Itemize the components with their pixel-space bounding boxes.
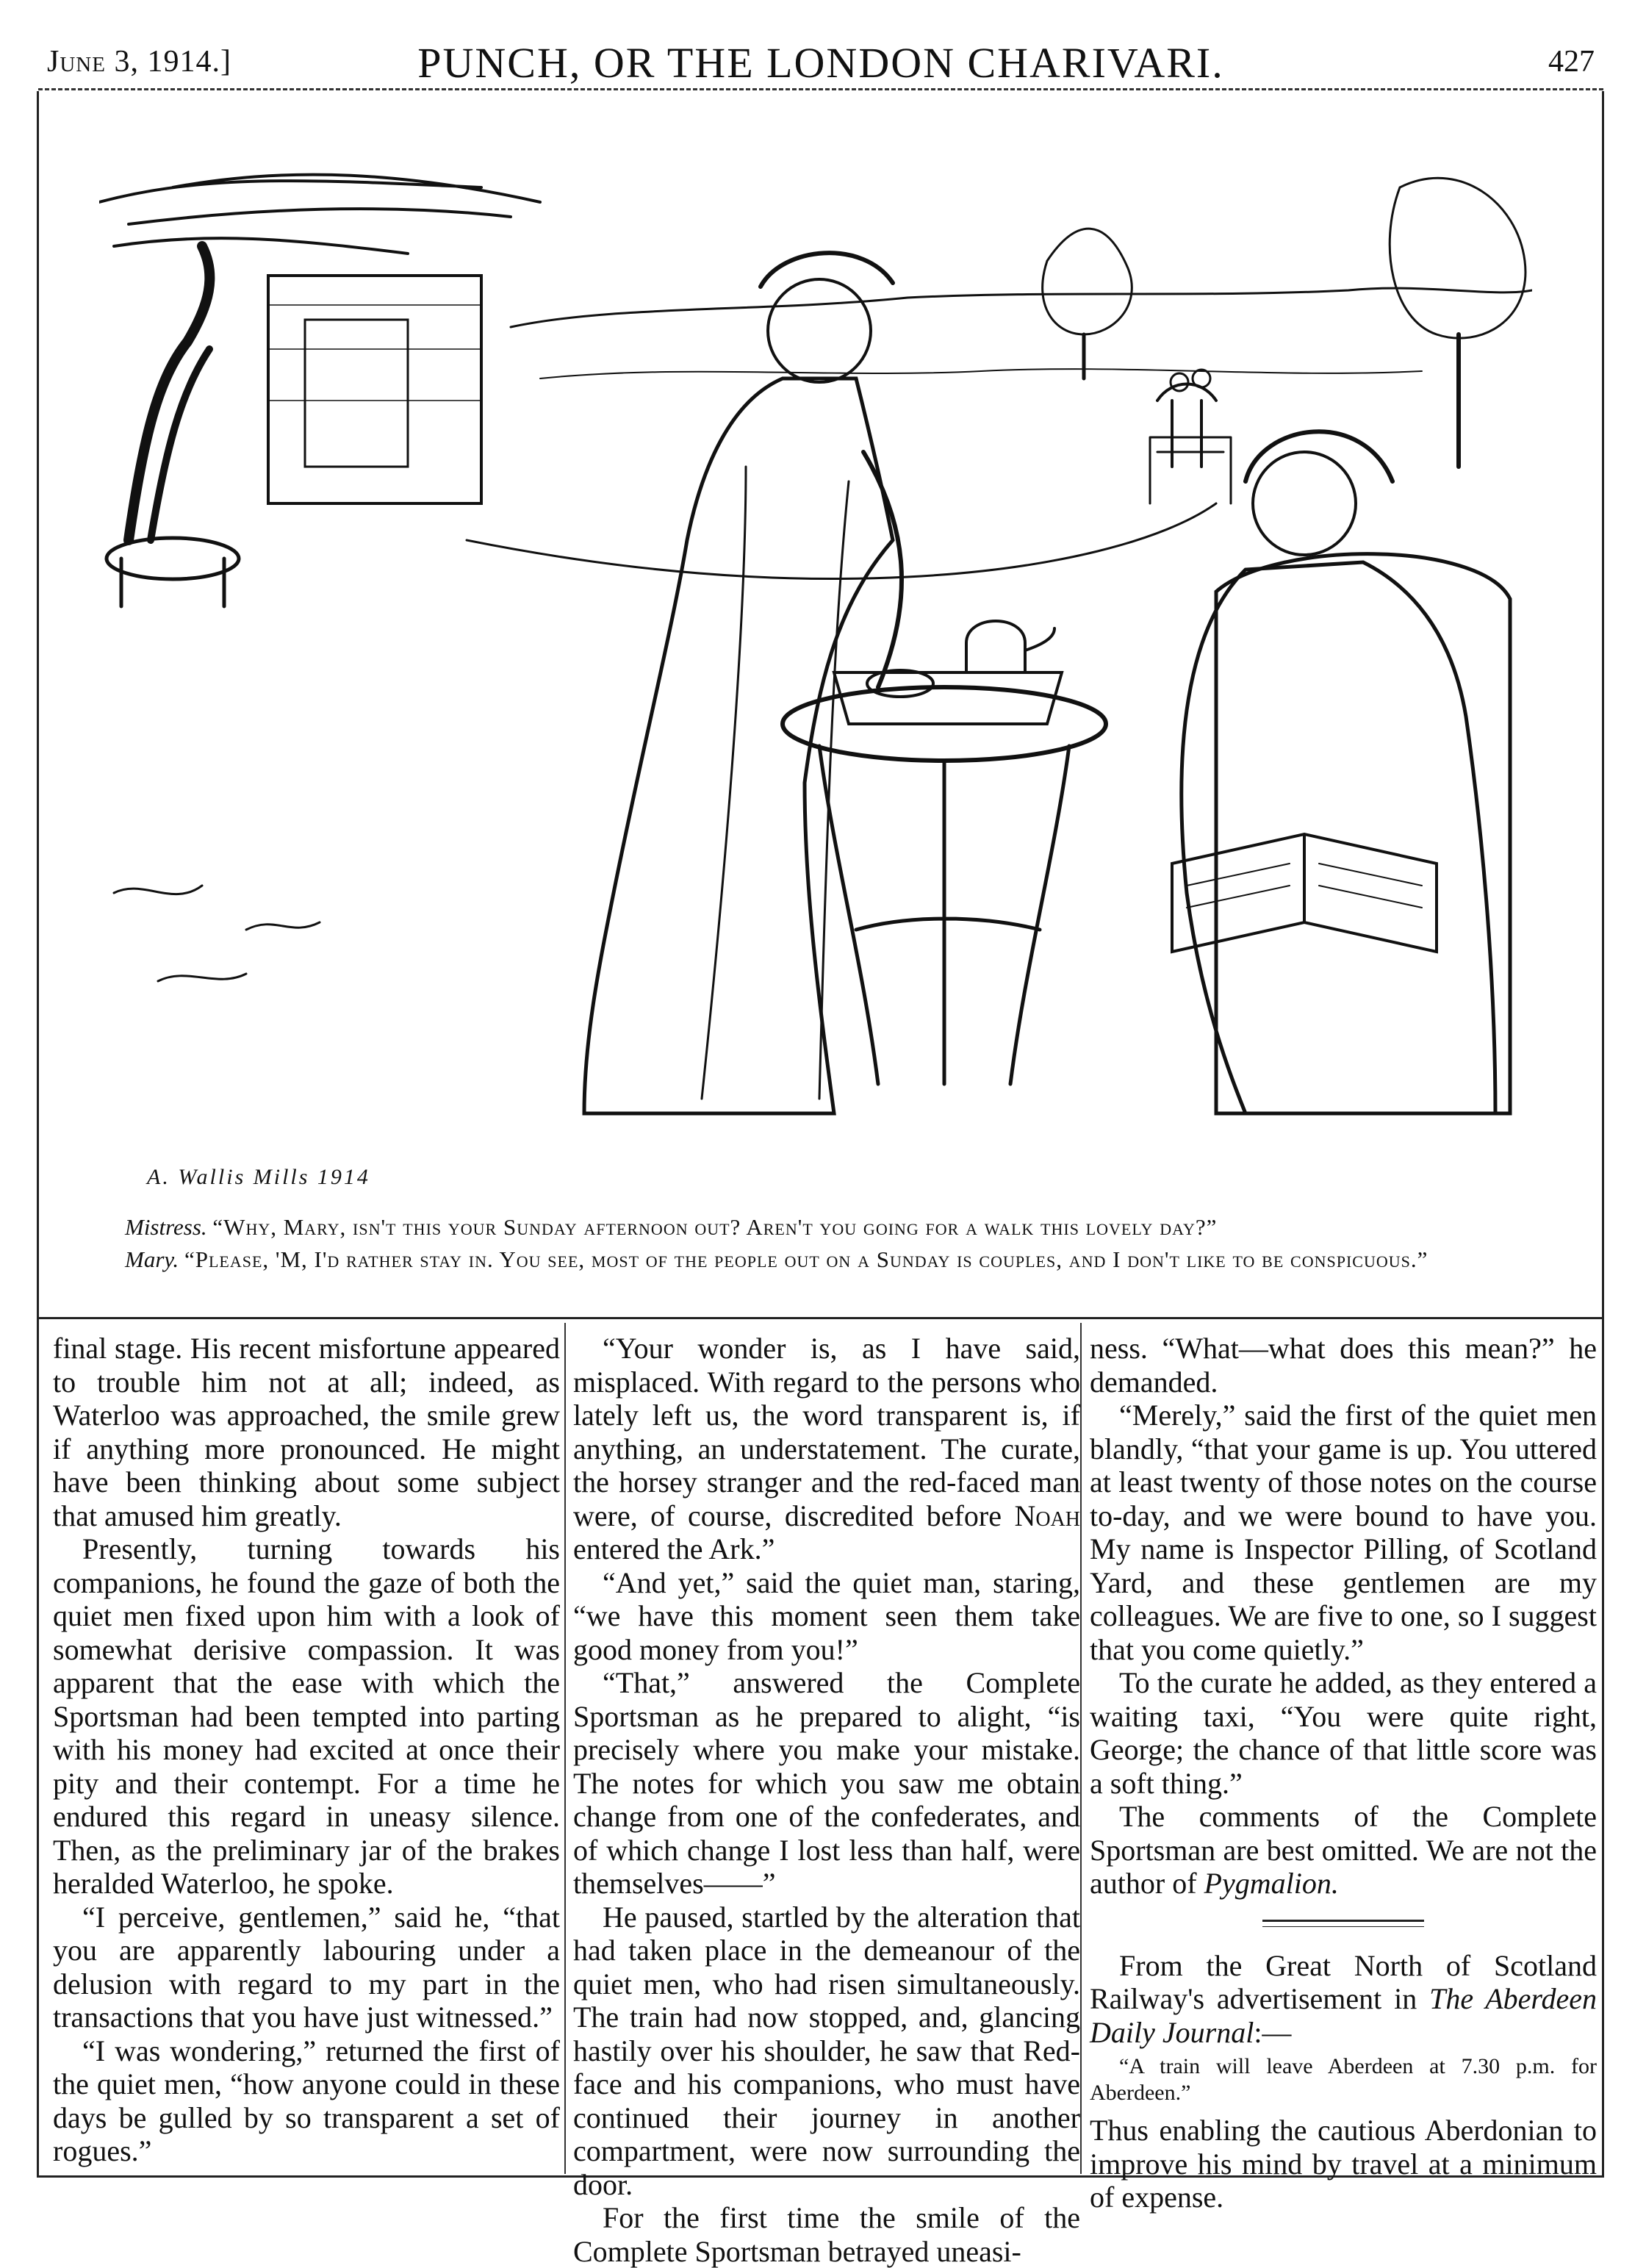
title-pygmalion: Pygmalion.: [1204, 1867, 1339, 1900]
paragraph: Thus enabling the cautious Aberdonian to improve his mind by travel at a minimum of expense.: [1090, 2114, 1597, 2214]
caption-line-mary: [81, 1244, 1573, 1276]
paragraph: “I was wondering,” returned the first of the quiet men, “how anyone could in these days be gulled by so transparent a set of rogues.”: [53, 2034, 560, 2167]
newspaper-title: The Aberdeen Daily Journal: [1090, 1982, 1598, 2049]
hedge-row: [511, 288, 1532, 327]
paragraph: “And yet,” said the quiet man, staring, “we have this moment seen them take good money from you!”: [573, 1565, 1080, 1666]
issue-date: June 3, 1914.]: [47, 45, 231, 79]
open-book: [1172, 834, 1437, 952]
tree-canopy: [99, 175, 540, 254]
paragraph: “Merely,” said the first of the quiet men blandly, “that your game is up. You uttered at least twenty of those notes on the course to-day, and we were bound to have you. My name is Inspector Pilling, of Scotland Yard, and these gentlemen are my colleagues. We are five to one, so I suggest that you come quietly.”: [1090, 1399, 1597, 1666]
tree-trunk-2: [151, 349, 209, 540]
column-divider: [1080, 1323, 1082, 2174]
caption-rule: [38, 1317, 1603, 1319]
artist-signature: A. Wallis Mills 1914: [147, 1165, 370, 1189]
tea-table-legs: [819, 746, 1069, 1084]
text-column-2: [573, 1332, 1080, 2268]
quoted-advertisement: “A train will leave Aberdeen at 7.30 p.m. for Aberdeen.”: [1090, 2054, 1597, 2105]
gate: [1150, 437, 1231, 503]
paragraph: “That,” answered the Complete Sportsman as he prepared to alight, “is precisely where you make your mistake. The notes for which you saw me obtain change from one of the confederates, and of which change I lost less than half, were themselves——”: [573, 1666, 1080, 1900]
wicker-chair: [1216, 554, 1510, 1113]
paragraph: To the curate he added, as they entered a waiting taxi, “You were quite right, George; the chance of that little score was a soft thing.”: [1090, 1666, 1597, 1800]
frame-border-right: [1602, 91, 1604, 2176]
teacup: [867, 670, 933, 697]
paragraph: final stage. His recent misfortune appeared to trouble him not at all; indeed, as Waterloo was approached, the smile grew if anything more pronounced. He might have been thinking about some subject that amused him greatly.: [53, 1332, 560, 1532]
maid-apron: [702, 467, 746, 1099]
section-rule: [1262, 1920, 1424, 1927]
text-column-3: [1090, 1332, 1597, 2214]
column-divider: [564, 1323, 566, 2174]
maid-cap: [761, 253, 893, 287]
dialogue-mistress: “Why, Mary, isn't this your Sunday afternoon out? Aren't you going for a walk this lovely day?”: [212, 1214, 1218, 1240]
maid-body: [584, 378, 893, 1113]
teapot: [966, 621, 1054, 672]
background-tree: [1043, 229, 1132, 334]
distant-couple: [1157, 384, 1216, 467]
page-number: 427: [1548, 45, 1595, 79]
mistress-body: [1182, 562, 1495, 1113]
speaker-mary: Mary.: [125, 1246, 179, 1272]
text-run: entered the Ark.”: [573, 1532, 775, 1565]
speaker-mistress: Mistress.: [125, 1214, 207, 1240]
header-rule: [38, 88, 1603, 90]
maid-head: [768, 279, 871, 382]
text-run: :—: [1254, 2015, 1292, 2049]
mistress-head: [1253, 452, 1356, 555]
tree-bench: [107, 538, 239, 579]
dialogue-mary: “Please, 'M, I'd rather stay in. You see, most of the people out on a Sunday is couples, and I don't like to be conspicuous.”: [184, 1246, 1428, 1272]
tree-trunk: [129, 246, 209, 540]
paragraph: [1090, 1949, 1597, 2050]
frame-border-left: [37, 91, 39, 2176]
paragraph: “I perceive, gentlemen,” said he, “that you are apparently labouring under a delusion with regard to my part in the transactions that you have just witnessed.”: [53, 1900, 560, 2034]
mistress-bonnet: [1246, 431, 1392, 481]
house: [268, 276, 481, 503]
paragraph: Presently, turning towards his companions, he found the gaze of both the quiet men fixed upon him with a look of somewhat derisive compassion. It was apparent that the ease with which the Sportsman had been tempted into parting with his money had excited at once their pity and their contempt. For a time he endured this regard in uneasy silence. Then, as the preliminary jar of the brakes heralded Waterloo, he spoke.: [53, 1532, 560, 1900]
paragraph: For the first time the smile of the Complete Sportsman betrayed uneasi-: [573, 2201, 1080, 2268]
right-tree: [1390, 178, 1525, 338]
cartoon-illustration: [99, 158, 1532, 1194]
cartoon-caption: [81, 1211, 1573, 1276]
text-run: “Your wonder is, as I have said, misplaced. With regard to the persons who lately left us, the word transparent is, if anything, an understatement. The curate, the horsey stranger and the red-faced man were, of course, discredited before: [573, 1332, 1080, 1532]
paragraph: [573, 1332, 1080, 1566]
publication-title: PUNCH, OR THE LONDON CHARIVARI.: [417, 39, 1224, 87]
text-run: The comments of the Complete Sportsman are best omitted. We are not the author of: [1090, 1800, 1597, 1900]
caption-line-mistress: [81, 1211, 1573, 1244]
text-run: From the Great North of Scotland Railway's advertisement in: [1090, 1948, 1597, 2015]
paragraph: He paused, startled by the alteration that had taken place in the demeanour of the quiet men, who had risen simultaneously. The train had now stopped, and, glancing hastily over his shoulder, he saw that Red-face and his companions, who must have continued their journey in another compartment, were now surrounding the door.: [573, 1900, 1080, 2201]
name-noah: Noah: [1014, 1499, 1081, 1532]
paragraph: [1090, 1800, 1597, 1901]
paragraph: ness. “What—what does this mean?” he demanded.: [1090, 1332, 1597, 1399]
text-column-1: [53, 1332, 560, 2168]
